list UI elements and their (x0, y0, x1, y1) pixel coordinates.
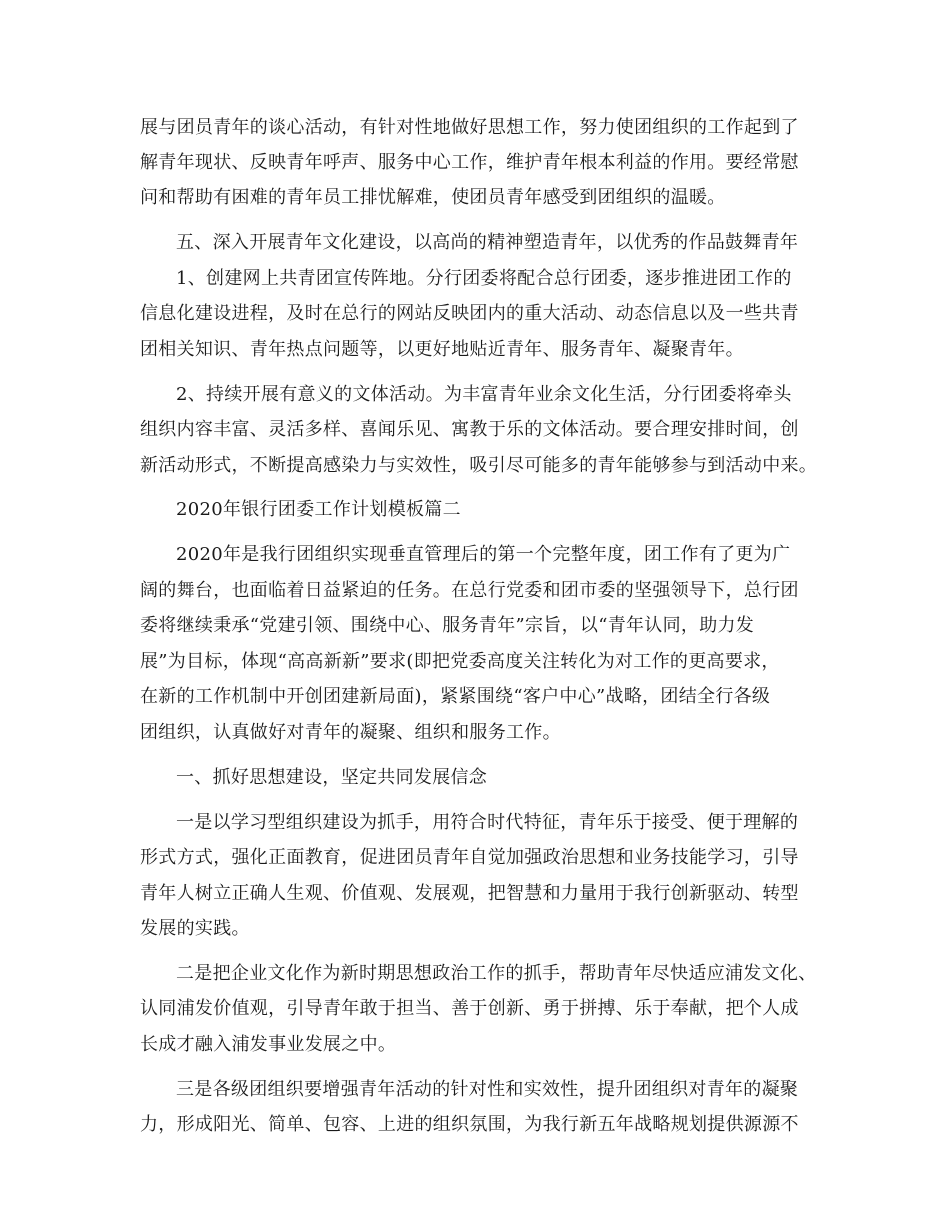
text-line: 2、持续开展有意义的文体活动。为丰富青年业余文化生活，分行团委将牵头 (176, 384, 792, 405)
text-line: 解青年现状、反映青年呼声、服务中心工作，维护青年根本利益的作用。要经常慰 (140, 152, 799, 173)
text-line: 团组织，认真做好对青年的凝聚、组织和服务工作。 (140, 722, 561, 743)
text-line: 2020年是我行团组织实现垂直管理后的第一个完整年度，团工作有了更为广 (176, 544, 791, 565)
text-line: 信息化建设进程，及时在总行的网站反映团内的重大活动、动态信息以及一些共青 (140, 303, 799, 324)
text-line: 发展的实践。 (140, 918, 250, 939)
text-line: 委将继续秉承“党建引领、围绕中心、服务青年”宗旨，以“青年认同，助力发 (140, 615, 755, 636)
text-line: 认同浦发价值观，引导青年敢于担当、善于创新、勇于拼搏、乐于奉献，把个人成 (140, 998, 799, 1019)
section-heading: 五、深入开展青年文化建设，以高尚的精神塑造青年，以优秀的作品鼓舞青年 (176, 232, 799, 253)
text-line: 团相关知识、青年热点问题等，以更好地贴近青年、服务青年、凝聚青年。 (140, 339, 744, 360)
text-line: 二是把企业文化作为新时期思想政治工作的抓手，帮助青年尽快适应浦发文化、 (176, 963, 817, 984)
text-line: 一是以学习型组织建设为抓手，用符合时代特征，青年乐于接受、便于理解的 (176, 812, 799, 833)
text-line: 组织内容丰富、灵活多样、喜闻乐见、寓教于乐的文体活动。要合理安排时间，创 (140, 419, 799, 440)
text-line: 新活动形式，不断提高感染力与实效性，吸引尽可能多的青年能够参与到活动中来。 (140, 455, 818, 476)
text-line: 青年人树立正确人生观、价值观、发展观，把智慧和力量用于我行创新驱动、转型 (140, 883, 799, 904)
text-line: 长成才融入浦发事业发展之中。 (140, 1034, 397, 1055)
text-line: 展与团员青年的谈心活动，有针对性地做好思想工作，努力使团组织的工作起到了 (140, 117, 799, 138)
text-line: 展”为目标，体现“高高新新”要求(即把党委高度关注转化为对工作的更高要求， (140, 651, 780, 672)
text-line: 形式方式，强化正面教育，促进团员青年自觉加强政治思想和业务技能学习，引导 (140, 847, 799, 868)
article-title: 2020年银行团委工作计划模板篇二 (176, 499, 461, 520)
text-line: 力，形成阳光、简单、包容、上进的组织氛围，为我行新五年战略规划提供源源不 (140, 1114, 799, 1135)
text-line: 阔的舞台，也面临着日益紧迫的任务。在总行党委和团市委的坚强领导下，总行团 (140, 580, 799, 601)
text-line: 在新的工作机制中开创团建新局面)，紧紧围绕“客户中心”战略，团结全行各级 (140, 686, 771, 707)
section-heading: 一、抓好思想建设，坚定共同发展信念 (176, 767, 488, 788)
text-line: 问和帮助有困难的青年员工排忧解难，使团员青年感受到团组织的温暖。 (140, 187, 726, 208)
text-line: 三是各级团组织要增强青年活动的针对性和实效性，提升团组织对青年的凝聚 (176, 1079, 799, 1100)
text-line: 1、创建网上共青团宣传阵地。分行团委将配合总行团委，逐步推进团工作的 (176, 268, 792, 289)
